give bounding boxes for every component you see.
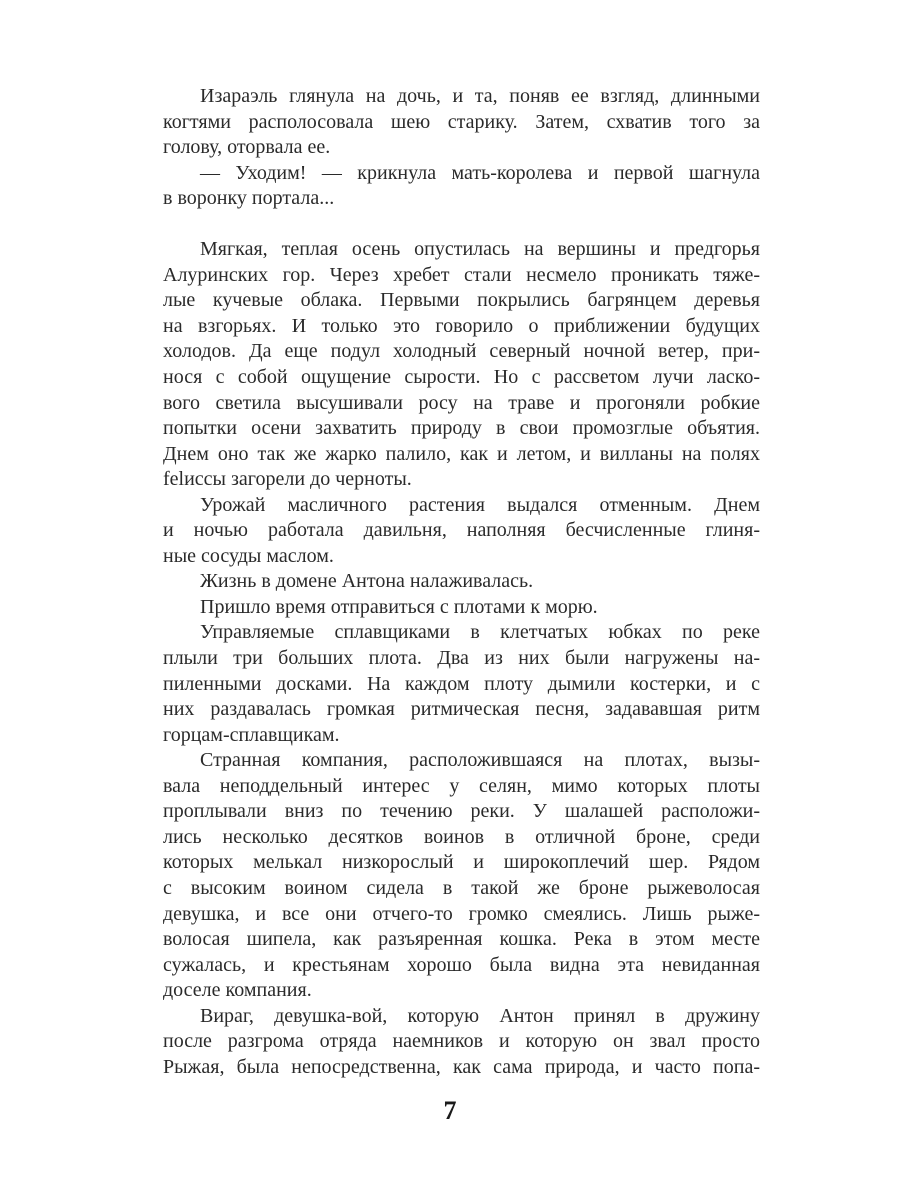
- text-line: с высоким воином сидела в такой же броне рыжеволосая: [163, 876, 760, 899]
- text-line: вала неподдельный интерес у селян, мимо которых плоты: [163, 774, 760, 797]
- text-line: проплывали вниз по течению реки. У шалашей расположи-: [163, 800, 760, 823]
- text-line: и ночью работала давильня, наполняя бесчисленные глиня-: [163, 519, 760, 542]
- text-line: лись несколько десятков воинов в отличной броне, среди: [163, 825, 760, 848]
- text-line: Алуринских гор. Через хребет стали несмело проникать тяже-: [163, 263, 760, 286]
- text-line: Днем оно так же жарко палило, как и летом, и вилланы на полях: [163, 442, 760, 465]
- text-line: которых мелькал низкорослый и широкоплечий шер. Рядом: [163, 851, 760, 874]
- page-body-text: [163, 84, 760, 1080]
- text-line: Управляемые сплавщиками в клетчатых юбках по реке: [200, 621, 760, 644]
- text-line: лые кучевые облака. Первыми покрылись багрянцем деревья: [163, 289, 760, 312]
- text-line: Рыжая, была непосредственна, как сама природа, и часто попа-: [163, 1055, 760, 1078]
- text-line: волосая шипела, как разъяренная кошка. Река в этом месте: [163, 928, 760, 951]
- text-line: после разгрома отряда наемников и которую он звал просто: [163, 1030, 760, 1053]
- text-line: Странная компания, расположившаяся на плотах, вызы-: [200, 749, 760, 772]
- text-line: Вираг, девушка-вой, которую Антон принял в дружину: [200, 1004, 760, 1027]
- text-line: Изараэль глянула на дочь, и та, поняв ее взгляд, длинными: [200, 85, 760, 107]
- text-line: нося с собой ощущение сырости. Но с рассветом лучи ласко-: [163, 366, 760, 389]
- text-line: них раздавалась громкая ритмическая песня, задававшая ритм: [163, 698, 760, 721]
- text-line: — Уходим! — крикнула мать-королева и первой шагнула: [200, 161, 760, 184]
- text-line: попытки осени захватить природу в свои промозглые объятия.: [163, 417, 760, 440]
- text-line: Урожай масличного растения выдался отменным. Днем: [200, 493, 760, 516]
- text-line: в воронку портала...: [163, 187, 335, 210]
- text-line: плыли три больших плота. Два из них были нагружены на-: [163, 647, 760, 670]
- text-line: горцам-сплавщикам.: [163, 723, 340, 746]
- text-line: когтями располосовала шею старику. Затем, схватив того за: [163, 110, 760, 133]
- blank-line: [163, 212, 760, 238]
- text-line: вого светила высушивали росу на траве и прогоняли робкие: [163, 391, 760, 414]
- text-line: felиссы загорели до черноты.: [163, 468, 412, 491]
- text-line: доселе компания.: [163, 979, 312, 1002]
- text-line: голову, оторвала ее.: [163, 136, 331, 159]
- text-line: сужалась, и крестьянам хорошо была видна эта невиданная: [163, 953, 760, 976]
- text-line: ные сосуды маслом.: [163, 544, 334, 567]
- text-line: Жизнь в домене Антона налаживалась.: [200, 570, 534, 593]
- page-number: 7: [443, 1096, 457, 1125]
- text-line: Пришло время отправиться с плотами к морю.: [200, 595, 598, 618]
- text-line: Мягкая, теплая осень опустилась на вершины и предгорья: [200, 238, 760, 261]
- text-line: на взгорьях. И только это говорило о приближении будущих: [163, 314, 760, 337]
- text-line: девушка, и все они отчего-то громко смеялись. Лишь рыже-: [163, 902, 760, 925]
- text-line: холодов. Да еще подул холодный северный ночной ветер, при-: [163, 340, 760, 363]
- text-line: пиленными досками. На каждом плоту дымили костерки, и с: [163, 672, 760, 695]
